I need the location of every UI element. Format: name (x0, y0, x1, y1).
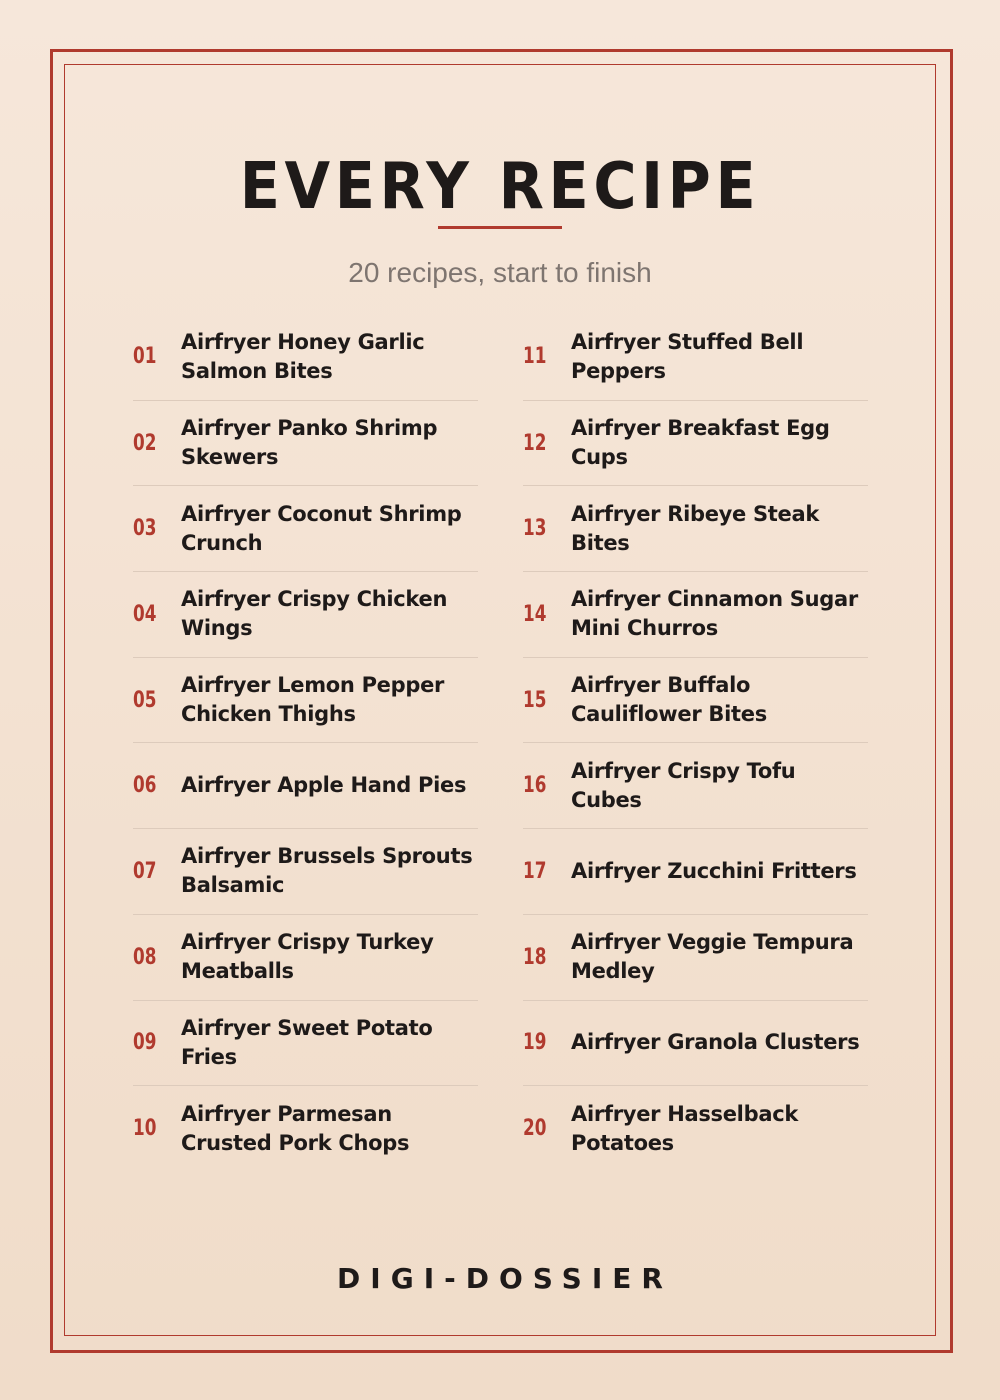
recipe-name: Airfryer Parmesan Crusted Pork Chops (181, 1101, 410, 1155)
recipe-item[interactable] (523, 1000, 868, 1086)
recipe-name: Airfryer Hasselback Potatoes (571, 1101, 799, 1155)
recipe-number: 20 (523, 1116, 547, 1142)
recipe-name: Airfryer Ribeye Steak Bites (571, 501, 820, 555)
recipe-name: Airfryer Brussels Sprouts Balsamic (181, 844, 473, 898)
recipe-list-right (523, 314, 868, 1171)
recipe-name: Airfryer Apple Hand Pies (181, 773, 467, 798)
recipe-number: 11 (523, 344, 547, 370)
recipe-number: 05 (133, 687, 157, 713)
recipe-item[interactable] (523, 400, 868, 486)
recipe-name: Airfryer Crispy Tofu Cubes (571, 758, 796, 812)
recipe-item[interactable] (523, 742, 868, 828)
recipe-name: Airfryer Honey Garlic Salmon Bites (181, 329, 425, 383)
recipe-item[interactable] (133, 314, 478, 400)
recipe-number: 16 (523, 773, 547, 799)
recipe-name: Airfryer Crispy Chicken Wings (181, 587, 448, 641)
recipe-number: 10 (133, 1116, 157, 1142)
recipe-item[interactable] (523, 314, 868, 400)
recipe-item[interactable] (523, 828, 868, 914)
recipe-name: Airfryer Sweet Potato Fries (181, 1015, 433, 1069)
recipe-number: 18 (523, 944, 547, 970)
page-title: EVERY RECIPE (239, 150, 761, 224)
recipe-number: 08 (133, 944, 157, 970)
recipe-name: Airfryer Lemon Pepper Chicken Thighs (181, 673, 445, 727)
recipe-number: 15 (523, 687, 547, 713)
recipe-name: Airfryer Cinnamon Sugar Mini Churros (571, 587, 858, 641)
recipe-item[interactable] (523, 657, 868, 743)
recipe-name: Airfryer Stuffed Bell Peppers (571, 329, 804, 383)
recipe-item[interactable] (133, 400, 478, 486)
recipe-item[interactable] (133, 485, 478, 571)
recipe-name: Airfryer Buffalo Cauliflower Bites (571, 673, 767, 727)
recipe-item[interactable] (523, 914, 868, 1000)
recipe-number: 13 (523, 516, 547, 542)
recipe-number: 04 (133, 601, 157, 627)
recipe-number: 19 (523, 1030, 547, 1056)
recipe-name: Airfryer Panko Shrimp Skewers (181, 416, 438, 470)
recipe-number: 07 (133, 858, 157, 884)
recipe-name: Airfryer Coconut Shrimp Crunch (181, 501, 462, 555)
recipe-item[interactable] (133, 571, 478, 657)
recipe-number: 01 (133, 344, 157, 370)
recipe-list-left (133, 314, 478, 1171)
recipe-item[interactable] (133, 1000, 478, 1086)
recipe-name: Airfryer Veggie Tempura Medley (571, 930, 854, 984)
recipe-item[interactable] (133, 657, 478, 743)
brand-footer: DIGI-DOSSIER (337, 1262, 673, 1295)
title-underline (438, 226, 562, 229)
recipe-name: Airfryer Breakfast Egg Cups (571, 416, 830, 470)
recipe-item[interactable] (523, 1085, 868, 1171)
recipe-item[interactable] (523, 485, 868, 571)
recipe-number: 12 (523, 430, 547, 456)
recipe-name: Airfryer Crispy Turkey Meatballs (181, 930, 434, 984)
recipe-item[interactable] (133, 742, 478, 828)
recipe-number: 02 (133, 430, 157, 456)
recipe-number: 17 (523, 858, 547, 884)
recipe-number: 03 (133, 516, 157, 542)
recipe-item[interactable] (133, 828, 478, 914)
recipe-number: 09 (133, 1030, 157, 1056)
recipe-number: 14 (523, 601, 547, 627)
recipe-item[interactable] (133, 1085, 478, 1171)
page-subtitle: 20 recipes, start to finish (348, 257, 652, 288)
recipe-item[interactable] (523, 571, 868, 657)
recipe-number: 06 (133, 773, 157, 799)
recipe-item[interactable] (133, 914, 478, 1000)
recipe-name: Airfryer Zucchini Fritters (571, 858, 857, 883)
recipe-name: Airfryer Granola Clusters (571, 1030, 860, 1055)
